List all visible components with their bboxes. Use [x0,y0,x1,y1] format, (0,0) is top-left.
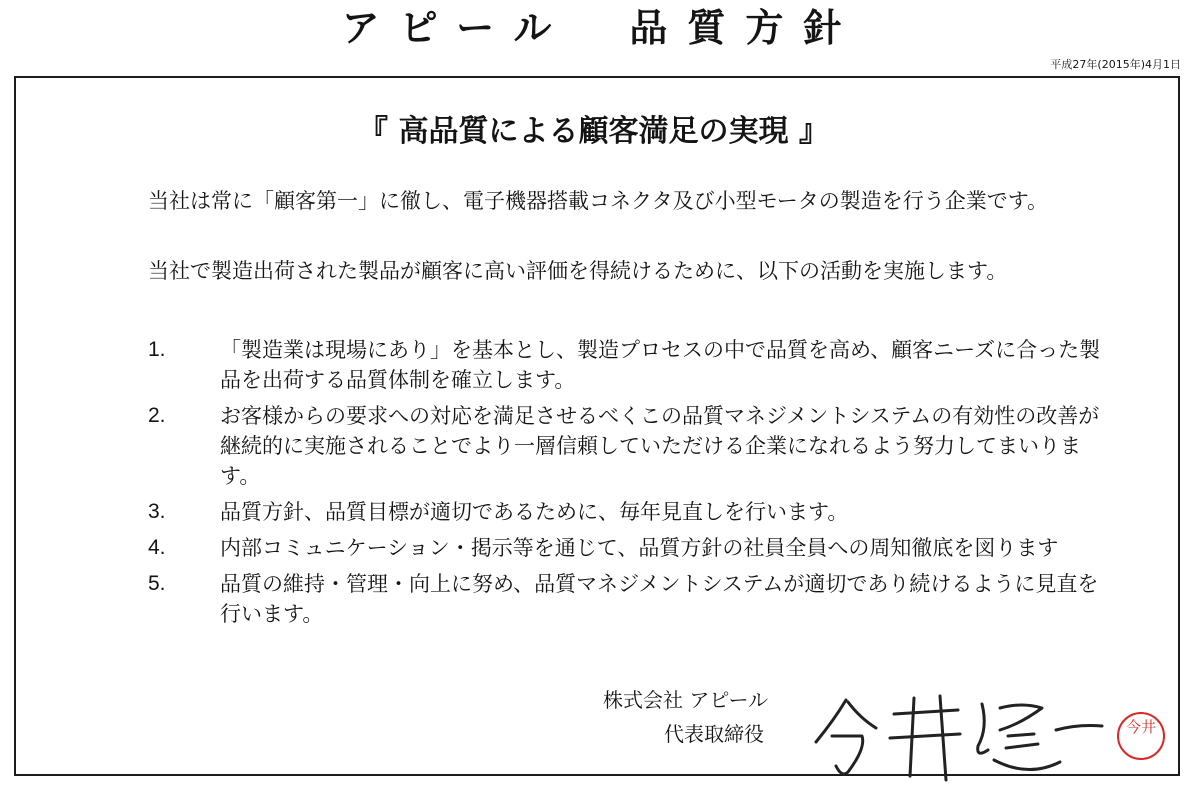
list-item-number: 2. [148,404,166,427]
list-item-number: 5. [148,572,166,595]
list-item-text: 品質の維持・管理・向上に努め、品質マネジメントシステムが適切であり続けるように見直を行います。 [220,572,1099,626]
intro-paragraph-1: 当社は常に「顧客第一」に徹し、電子機器搭載コネクタ及び小型モータの製造を行う企業です。 [148,189,1049,213]
intro-paragraph-2: 当社で製造出荷された製品が顧客に高い評価を得続けるために、以下の活動を実施します。 [148,259,1008,283]
list-item-text: 「製造業は現場にあり」を基本とし、製造プロセスの中で品質を高め、顧客ニーズに合った製品を出荷する品質体制を確立します。 [220,338,1101,392]
page-title: アピール 品質方針 [341,6,862,50]
list-item [148,401,1118,491]
list-item-text: 内部コミュニケーション・掲示等を通じて、品質方針の社員全員への周知徹底を図ります [220,536,1059,560]
list-item [148,497,1118,527]
signature-company: 株式会社 アピール [603,688,769,712]
list-item-number: 1. [148,338,166,361]
signature-role: 代表取締役 [664,722,764,746]
list-item-text: お客様からの要求への対応を満足させるべくこの品質マネジメントシステムの有効性の改善が継続的に実施されることでより一層信頼していただける企業になれるよう努力してまいります。 [220,404,1100,488]
list-item-number: 4. [148,536,166,559]
list-item [148,569,1118,629]
list-item [148,533,1118,563]
policy-slogan: 『 高品質による顧客満足の実現 』 [358,114,829,149]
handwritten-signature [808,684,1108,788]
list-item-number: 3. [148,500,166,523]
seal-text: 今井 [1125,718,1156,736]
seal-stamp [1117,712,1165,760]
list-item [148,335,1118,395]
list-item-text: 品質方針、品質目標が適切であるために、毎年見直しを行います。 [220,500,849,524]
issue-date: 平成27年(2015年)4月1日 [1050,58,1181,71]
policy-list [148,335,1118,635]
